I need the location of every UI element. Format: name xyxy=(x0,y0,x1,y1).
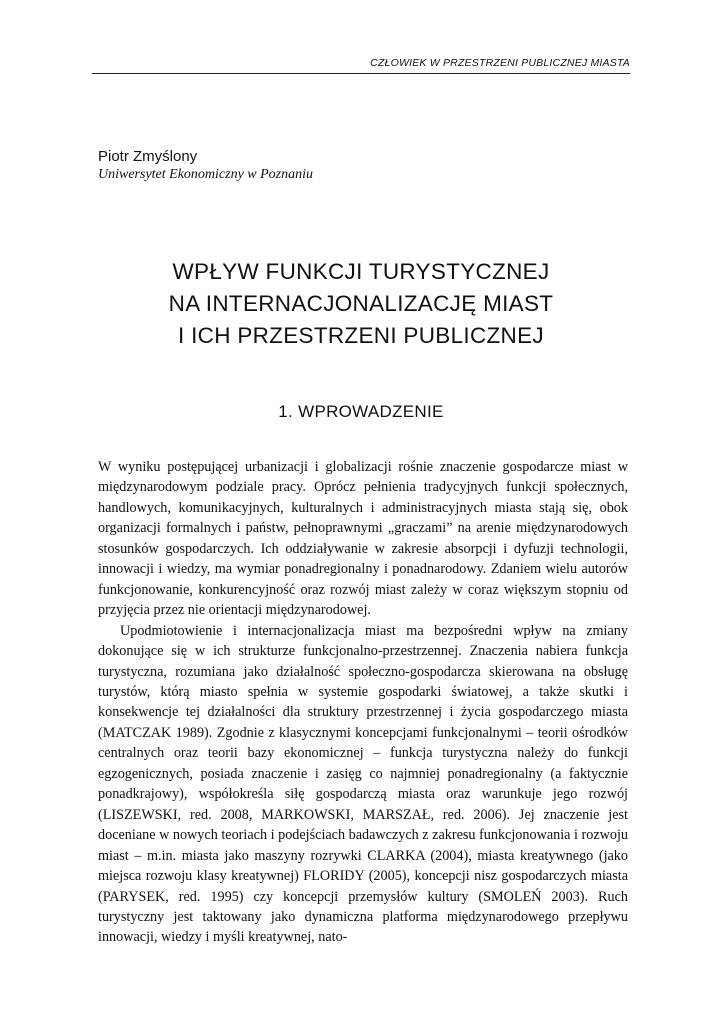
header-rule xyxy=(92,73,630,74)
title-line: WPŁYW FUNKCJI TURYSTYCZNEJ xyxy=(172,259,550,284)
author-affiliation: Uniwersytet Ekonomiczny w Poznaniu xyxy=(98,167,314,182)
body-text xyxy=(98,457,628,948)
article-title xyxy=(92,256,630,352)
author-name: Piotr Zmyślony xyxy=(98,148,198,165)
title-line: I ICH PRZESTRZENI PUBLICZNEJ xyxy=(178,323,544,348)
paragraph: Upodmiotowienie i internacjonalizacja miast ma bezpośredni wpływ na zmiany dokonujące się w ich strukturze funkcjonalno-przestrzennej. Znaczenia nabiera funkcja turystyczna, rozumiana jako działalność społeczno-gospodarcza skierowana na obsługę turystów, którą miasto spełnia w systemie gospodarki światowej, a także skutki i konsekwencje tej działalności dla struktury przestrzennej i życia gospodarczego miasta (MATCZAK 1989). Zgodnie z klasycznymi koncepcjami funkcjonalnymi – teorii ośrodków centralnych oraz teorii bazy ekonomicznej – funkcja turystyczna należy do funkcji egzogenicznych, posiada znaczenie i zasięg co najmniej ponadregionalny (a faktycznie ponadkrajowy), współokreśla siłę gospodarczą miasta oraz warunkuje jego rozwój (LISZEWSKI, red. 2008, MARKOWSKI, MARSZAŁ, red. 2006). Jej znaczenie jest doceniane w nowych teoriach i podejściach badawczych z zakresu funkcjonowania i rozwoju miast – m.in. miasta jako maszyny rozrywki CLARKA (2004), miasta kreatywnego (jako miejsca rozwoju klasy kreatywnej) FLORIDY (2005), koncepcji nisz gospodarczych miasta (PARYSEK, red. 1995) czy koncepcji przemysłów kultury (SMOLEŃ 2003). Ruch turystyczny jest taktowany jako dynamiczna platforma międzynarodowego przepływu innowacji, wiedzy i myśli kreatywnej, nato- xyxy=(98,622,628,946)
running-header: CZŁOWIEK W PRZESTRZENI PUBLICZNEJ MIASTA xyxy=(370,57,630,69)
paragraph: W wyniku postępującej urbanizacji i globalizacji rośnie znaczenie gospodarcze miast w międzynarodowym podziale pracy. Oprócz pełnienia tradycyjnych funkcji społecznych, handlowych, komunikacyjnych, kulturalnych i administracyjnych miasta stają się, obok organizacji formalnych i państw, pełnoprawnymi „graczami” na arenie międzynarodowych stosunków gospodarczych. Ich oddziaływanie w zakresie absorpcji i dyfuzji technologii, innowacji i wiedzy, ma wymiar ponadregionalny i ponadnarodowy. Zdaniem wielu autorów funkcjonowanie, konkurencyjność oraz rozwój miast zależy w coraz większym stopniu od przyjęcia przez nie orientacji międzynarodowej. xyxy=(98,459,628,619)
title-line: NA INTERNACJONALIZACJĘ MIAST xyxy=(168,291,554,316)
section-heading: 1. WPROWADZENIE xyxy=(278,402,444,421)
